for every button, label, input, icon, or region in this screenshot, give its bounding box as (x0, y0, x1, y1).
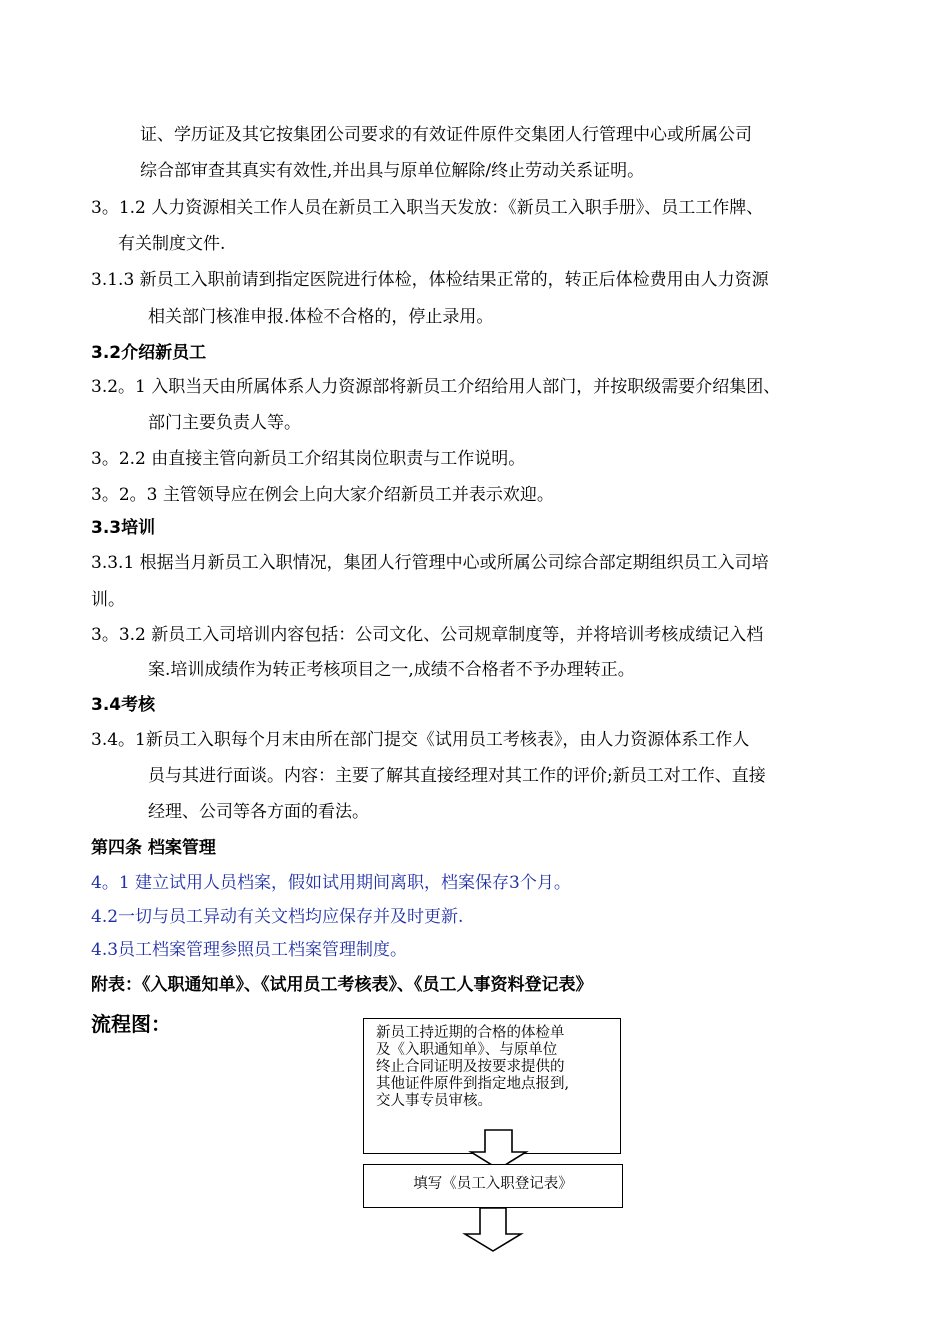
flow-step-line: 及《入职通知单》、与原单位 (376, 1042, 558, 1058)
clause-3-3-2-cont: 案.培训成绩作为转正考核项目之一,成绩不合格者不予办理转正。 (148, 660, 635, 680)
clause-4-1: 4。1 建立试用人员档案，假如试用期间离职，档案保存3个月。 (91, 873, 571, 893)
flowchart-title: 流程图： (91, 1012, 171, 1036)
clause-3-1-3-cont: 相关部门核准申报.体检不合格的，停止录用。 (148, 307, 494, 327)
clause-3-1-2: 3。1.2 人力资源相关工作人员在新员工入职当天发放：《新员工入职手册》、员工工作牌、 (91, 198, 764, 218)
clause-3-1-2-cont: 有关制度文件. (118, 234, 226, 254)
clause-3-1-3: 3.1.3 新员工入职前请到指定医院进行体检，体检结果正常的，转正后体检费用由人力资源 (91, 270, 769, 290)
clause-3-3-2: 3。3.2 新员工入司培训内容包括：公司文化、公司规章制度等，并将培训考核成绩记入档 (91, 625, 764, 645)
section-heading-3-3: 3.3培训 (91, 518, 156, 538)
clause-3-4-1-cont: 员与其进行面谈。内容：主要了解其直接经理对其工作的评价;新员工对工作、直接 (148, 766, 766, 786)
article-heading-4: 第四条 档案管理 (91, 838, 216, 858)
flow-step-register-box (363, 1164, 623, 1208)
clause-4-2: 4.2一切与员工异动有关文档均应保存并及时更新. (91, 907, 464, 927)
clause-3-2-3: 3。2。3 主管领导应在例会上向大家介绍新员工并表示欢迎。 (91, 485, 554, 505)
paragraph-line: 证、学历证及其它按集团公司要求的有效证件原件交集团人行管理中心或所属公司 (140, 125, 752, 145)
flow-step-line: 其他证件原件到指定地点报到, (376, 1076, 570, 1092)
flow-step-line: 新员工持近期的合格的体检单 (376, 1025, 565, 1041)
clause-3-3-1: 3.3.1 根据当月新员工入职情况，集团人行管理中心或所属公司综合部定期组织员工入司培 (91, 553, 769, 573)
section-heading-3-4: 3.4考核 (91, 695, 156, 715)
clause-3-2-2: 3。2.2 由直接主管向新员工介绍其岗位职责与工作说明。 (91, 449, 526, 469)
flow-step-line: 终止合同证明及按要求提供的 (376, 1059, 565, 1075)
flow-step-report-text (364, 1019, 620, 1110)
clause-3-4-1: 3.4。1新员工入职每个月末由所在部门提交《试用员工考核表》，由人力资源体系工作人 (91, 730, 750, 750)
clause-3-3-1-cont: 训。 (91, 590, 125, 610)
clause-3-2-1-cont: 部门主要负责人等。 (148, 413, 301, 433)
section-heading-3-2: 3.2介绍新员工 (91, 343, 207, 363)
flow-step-register-text: 填写《员工入职登记表》 (413, 1176, 573, 1192)
clause-4-3: 4.3员工档案管理参照员工档案管理制度。 (91, 940, 408, 960)
down-arrow-icon (464, 1208, 524, 1252)
clause-3-2-1: 3.2。1 入职当天由所属体系人力资源部将新员工介绍给用人部门，并按职级需要介绍集团、 (91, 377, 781, 397)
paragraph-line: 综合部审查其真实有效性,并出具与原单位解除/终止劳动关系证明。 (140, 161, 645, 181)
clause-3-4-1-cont: 经理、公司等各方面的看法。 (148, 802, 369, 822)
flow-step-line: 交人事专员审核。 (376, 1093, 492, 1109)
appendix-line: 附表：《入职通知单》、《试用员工考核表》、《员工人事资料登记表》 (91, 975, 593, 995)
